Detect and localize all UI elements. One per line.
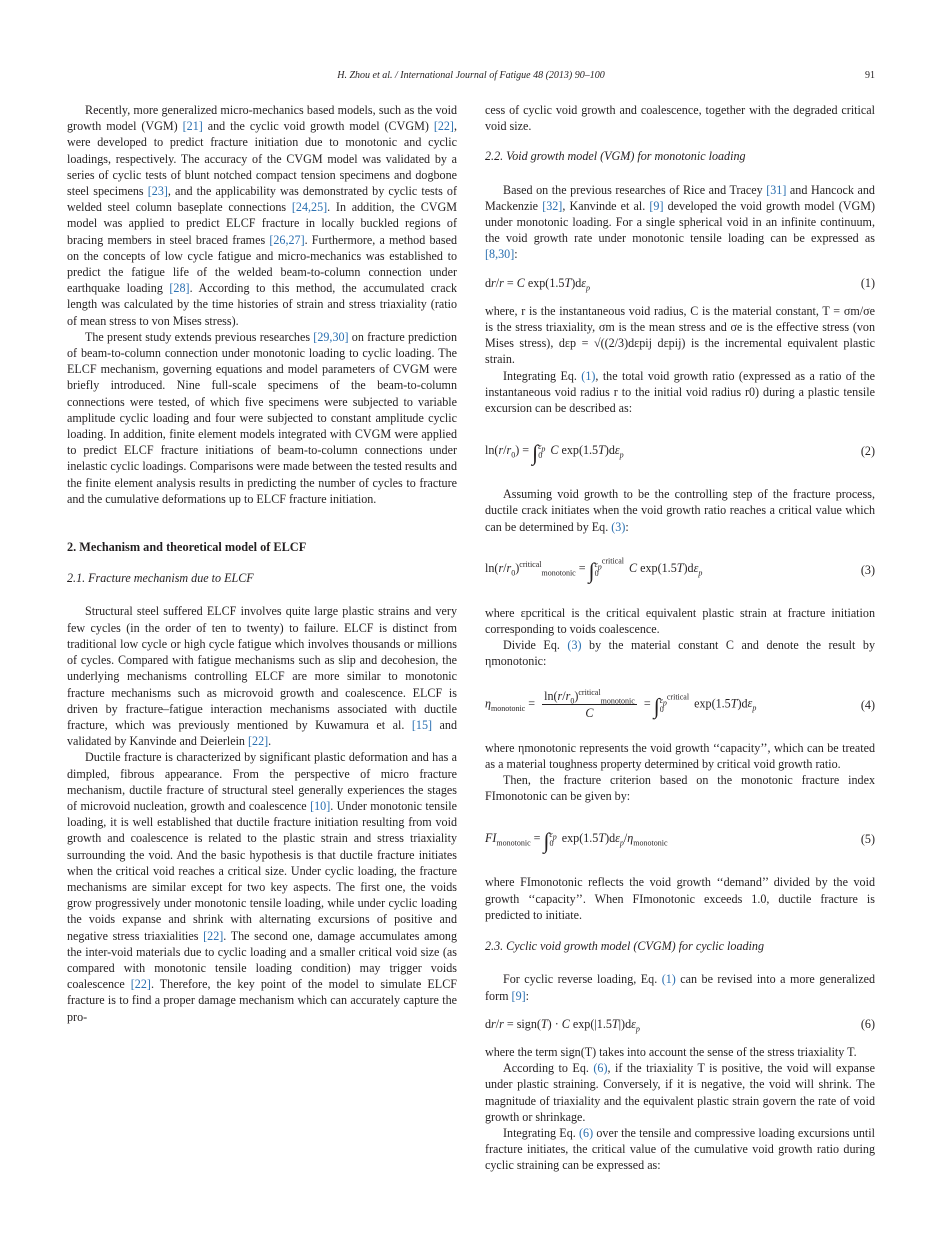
citation-link[interactable]: [22] (130, 977, 151, 992)
paragraph-integrating-cyclic: Integrating Eq. (6) over the tensile and compressive loading excursions until fracture initiates, the critical value of the cumulative void growth ratio during cyclic straining can be expressed as: (485, 1125, 876, 1173)
paragraph-continued: cess of cyclic void growth and coalescence, together with the degraded critical void size. (485, 103, 875, 134)
equation-number: (6) (860, 1016, 875, 1031)
subsection-heading: 2.1. Fracture mechanism due to ELCF (67, 571, 254, 586)
equation-body: dr/r = sign(T) · C $\exp(|1.5T|)d\varepsilon_p$ (485, 1016, 640, 1034)
paragraph-assuming: Assuming void growth to be the controlling step of the fracture process, ductile crack initiates when the void growth ratio reaches a critical value which can be determined by Eq. (3): (485, 487, 875, 534)
paragraph-eta: where ηmonotonic represents the void growth ‘‘capacity’’, which can be treated as a material toughness property determined by critical void growth ratio. (485, 740, 875, 771)
paragraph-intro-models: Recently, more generalized micro-mechanics based models, such as the void growth model (VGM) [21] and the cyclic void growth model (CVGM) [22], were developed to predict fracture initiation due to monotonic and cyclic loadings, respectively. The accuracy of the CVGM model was validated by a series of cyclic tests of blunt notched compact tension specimens and dogbone steel specimens [23], and the applicability was demonstrated by cyclic tests of welded steel column baseplate connections [24,25]. In addition, the CVGM model was applied to predict ELCF fracture in locally buckled regions of bracing members in steel braced frames [26,27]. Furthermore, a method based on the concepts of low cycle fatigue and micro-mechanics was established to predict the fatigue life of the welded beam-to-column connection under earthquake loading [28]. According to this method, the accumulated crack length was calculated by the time histories of strain and stress triaxiality (ratio of mean stress to von Mises stress). (67, 103, 458, 328)
paragraph-according: According to Eq. (6), if the triaxiality T is positive, the void will expanse under plastic straining. Conversely, if it is negative, the void will shrink. The magnitude of triaxiality and the equivalent plastic strain govern the rate of void growth or shrinkage. (485, 1061, 875, 1124)
citation-link[interactable]: [29,30] (313, 329, 349, 344)
equation-body: $FI_{monotonic} = \int\varepsilon_p$ 0 $\exp(1.5T)d\varepsilon_p/\eta_{monotonic}$ (485, 827, 668, 853)
citation-link[interactable]: [8,30] (485, 247, 515, 262)
equation-4 (485, 682, 875, 728)
citation-link[interactable]: [10] (310, 798, 331, 813)
equation-number: (1) (860, 275, 875, 290)
equation-6 (485, 1016, 875, 1032)
equation-link[interactable]: (3) (567, 638, 582, 653)
equation-body: $\ln(r/r_0)^{critical}_{monotonic} = \int\varepsilon_p^{critical}$ 0 C $\exp(1.5T)d\varepsilon_p$ (485, 556, 703, 584)
equation-5 (485, 816, 875, 862)
citation-link[interactable]: [24,25] (291, 200, 328, 215)
citation-link[interactable]: [28] (169, 281, 190, 296)
citation-link[interactable]: [22] (433, 119, 454, 134)
citation-link[interactable]: [15] (411, 717, 433, 732)
journal-citation: H. Zhou et al. / International Journal of Fatigue 48 (2013) 90–100 (337, 70, 605, 81)
paragraph-ductile-fracture: Ductile fracture is characterized by significant plastic deformation and has a dimpled, fibrous appearance. From the perspective of micro fracture mechanism, ductile fracture of structural steel generally experiences the stages of microvoid nucleation, growth and coalescence [10]. Under monotonic tensile loading, it is well established that ductile fracture initiation resulting from void growth and coalescence is related to the plastic strain and stress triaxiality surrounding the void. And the basic hypothesis is that ductile fracture initiates when the critical void reaches a critical size. Under cyclic loading, the fracture mechanisms are similar except for two key aspects. The first one, the voids grow progressively under monotonic tensile loading, while under cyclic loading the voids expanse and shrink with alternating excursions of positive and negative stress triaxialities [22]. The second one, damage accumulates among the inter-void materials due to cyclic loading and a smaller critical void size (as compared with monotonic tensile loading condition) may trigger voids coalescence [22]. Therefore, the key point of the model to simulate ELCF fracture is to find a proper damage mechanism which can accurately capture the pro- (67, 750, 457, 1024)
equation-link[interactable]: (3) (611, 519, 626, 534)
citation-link[interactable]: [21] (182, 119, 203, 134)
paragraph-sign: where the term sign(T) takes into account the sense of the stress triaxiality T. (485, 1044, 857, 1059)
paragraph-vgm: Based on the previous researches of Rice and Tracey [31] and Hancock and Mackenzie [32], Kanvinde et al. [9] developed the void growth model (VGM) under monotonic loading. For a single spherical void in an infinite continuum, the void growth rate under monotonic tensile loading can be expressed as [8,30]: (485, 182, 875, 262)
citation-link[interactable]: [22] (248, 734, 269, 749)
running-header (67, 70, 875, 88)
paragraph-integrating: Integrating Eq. (1), the total void growth ratio (expressed as a ratio of the instantaneous void radius r to the initial void radius r0) during a plastic tensile excursion can be described as: (485, 368, 876, 416)
equation-2 (485, 428, 875, 474)
section-heading: 2. Mechanism and theoretical model of ELCF (67, 540, 307, 555)
equation-body: dr/r = C $\exp(1.5T)d\varepsilon_p$ (485, 275, 591, 293)
equation-link[interactable]: (6) (579, 1125, 594, 1140)
equation-3 (485, 547, 875, 593)
equation-1 (485, 275, 875, 291)
citation-link[interactable]: [23] (147, 184, 168, 199)
citation-link[interactable]: [31] (766, 182, 787, 197)
citation-link[interactable]: [9] (511, 988, 526, 1003)
equation-body: $\eta_{monotonic}$ = $\frac{\ln(r/r_0)^{critical}_{monotonic}}{C}$ = $\int\varepsilon_p^{critical}$ 0 $\exp(1.5T)d\varepsilon_p$ (485, 687, 757, 721)
citation-link[interactable]: [26,27] (269, 232, 305, 247)
equation-link[interactable]: (6) (593, 1061, 608, 1076)
equation-link[interactable]: (1) (661, 972, 676, 987)
equation-number: (2) (860, 444, 875, 459)
subsection-heading: 2.3. Cyclic void growth model (CVGM) for cyclic loading (485, 939, 764, 954)
equation-number: (4) (860, 697, 875, 712)
equation-body: $\ln(r/r_0) = \int\varepsilon_p$ 0 C $\exp(1.5T)d\varepsilon_p$ (485, 439, 624, 465)
page-number: 91 (865, 70, 875, 81)
paragraph-present-study: The present study extends previous researches [29,30] on fracture prediction of beam-to-column connection under monotonic loading to cyclic loading. The ELCF mechanism, governing equations and model parameters of CVGM were briefly introduced. Nine full-scale specimens of the beam-to-column connections were tested, of which five specimens were subjected to variable amplitude cyclic loading and four were subjected to constant amplitude cyclic loading. In addition, finite element models integrated with CVGM were applied to predict ELCF fracture initiations of beam-to-column connections under inelastic cyclic loadings. Comparisons were made between the tested results and the finite element analysis results in predicting the number of cycles to fracture and the cumulative deformations up to ELCF fracture initiation. (67, 329, 457, 506)
right-column (485, 102, 875, 1174)
subsection-heading: 2.2. Void growth model (VGM) for monotonic loading (485, 149, 746, 164)
equation-number: (5) (860, 832, 875, 847)
paragraph-fi: where FImonotonic reflects the void growth ‘‘demand’’ divided by the void growth ‘‘capacity’’. When FImonotonic exceeds 1.0, ductile fracture is predicted to initiate. (485, 875, 875, 922)
paragraph-elcf: Structural steel suffered ELCF involves quite large plastic strains and very few cycles (in the order of ten to twenty) to failure. ELCF is distinct from traditional low cycle or high cycle fatigue which involves thousands or millions of cycles. Compared with fatigue mechanisms such as slip and decohesion, the underlying mechanisms controlling ELCF are more similar to monotonic fracture mechanisms such as microvoid growth and coalescence. ELCF is driven by fracture–fatigue interaction mechanisms associated with ductile fracture, which was previously mentioned by Kuwamura et al. [15] and validated by Kanvinde and Deierlein [22]. (67, 604, 457, 749)
left-column (67, 102, 457, 1025)
equation-number: (3) (860, 562, 875, 577)
citation-link[interactable]: [9] (649, 198, 664, 213)
paragraph-where-critical: where εpcritical is the critical equivalent plastic strain at fracture initiation corresponding to voids coalescence. (485, 605, 875, 637)
paragraph-cyclic: For cyclic reverse loading, Eq. (1) can be revised into a more generalized form [9]: (485, 972, 875, 1003)
equation-link[interactable]: (1) (581, 368, 596, 383)
paragraph-where-r: where, r is the instantaneous void radius, C is the material constant, T = σm/σe is the stress triaxiality, σm is the mean stress and σe is the effective stress (von Mises stress), dεp = √((2/3)dεpij dεpij) is the incremental equivalent plastic strain. (485, 303, 875, 367)
citation-link[interactable]: [22] (203, 928, 224, 943)
paragraph-divide: Divide Eq. (3) by the material constant C and denote the result by ηmonotonic: (485, 638, 876, 669)
paragraph-criterion: Then, the fracture criterion based on the monotonic fracture index FImonotonic can be given by: (485, 773, 875, 804)
citation-link[interactable]: [32] (542, 198, 563, 213)
